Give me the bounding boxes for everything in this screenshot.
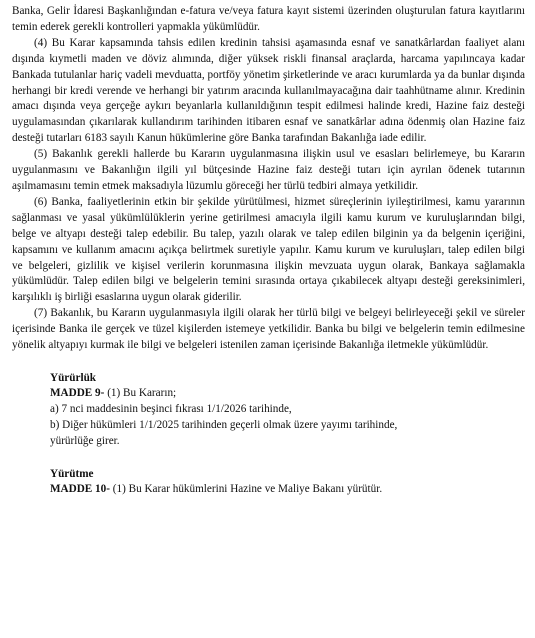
article-9-item-b: b) Diğer hükümleri 1/1/2025 tarihinden geçerli olmak üzere yayımı tarihinde, xyxy=(50,418,398,431)
section-gap-2 xyxy=(12,450,525,467)
article-9-label: MADDE 9- xyxy=(50,386,105,399)
heading-yururluk: Yürürlük xyxy=(50,371,97,384)
article-10-line xyxy=(50,482,525,498)
article-9-text: (1) Bu Kararın; xyxy=(104,386,177,399)
article-9-line xyxy=(50,386,525,402)
paragraph-intro: Banka, Gelir İdaresi Başkanlığından e-fatura ve/veya fatura kayıt sistemi üzerinden oluşturulan fatura kayıtlarını temin ederek gerekli kontrolleri yapmakla yükümlüdür. xyxy=(12,5,525,33)
paragraph-5: (5) Bakanlık gerekli hallerde bu Kararın uygulanmasına ilişkin usul ve esasları belirlemeye, bu Kararın uygulanmasını ve Bakanlığın ilgili yıl bütçesinde Hazine faiz desteği tutarı için ayrılan ödenek tutarının aşılmamasını temin etmek maksadıyla lüzumlu göreceği her türlü tedbiri almaya yetkilidir. xyxy=(12,148,525,192)
article-10 xyxy=(12,482,525,498)
article-10-text: (1) Bu Karar hükümlerini Hazine ve Maliye Bakanı yürütür. xyxy=(109,482,383,495)
article-9-item-b-cont: yürürlüğe girer. xyxy=(50,434,120,447)
paragraph-7: (7) Bakanlık, bu Kararın uygulanmasıyla ilgili olarak her türlü bilgi ve belgeyi belirleyeceği şekil ve süreler içerisinde Banka ile gerçek ve tüzel kişilerden istemeye yetkilidir. Banka bu bilgi ve belgelerin temin edilmesine yönelik altyapıyı kurmak ile bilgi ve belgeleri istenilen zaman içerisinde Bakanlığa iletmekle yükümlüdür. xyxy=(12,307,525,352)
heading-yurutme: Yürütme xyxy=(50,467,94,480)
article-9 xyxy=(12,386,525,450)
document-page xyxy=(12,4,525,497)
paragraph-4: (4) Bu Karar kapsamında tahsis edilen kredinin tahsisi aşamasında esnaf ve sanatkârlardan faaliyet alanı dışında kıymetli maden ve döviz alımında, diğer yüksek riskli finansal araçlarda, harcama yapılıncaya kadar Bankada tutulanlar hariç vadeli mevduatta, portföy yönetim şirketlerinde ve aracı kurumlarda ya da bunlar dışında herhangi bir kredi verende ve herhangi bir yatırım aracında kullanılmayacağına dair taahhütname alınır. Kredinin amacı dışında veya gerçeğe aykırı beyanlarla kullanıldığının tespit edilmesi halinde kredi, Hazine faiz desteği uygulamasından çıkarılarak kullandırım tarihinden itibaren esnaf ve sanatkârlar adına ödenmiş olan Hazine faiz desteği tutarları 6183 sayılı Kanun hükümlerine göre Banka tarafından Bakanlığa iade edilir. xyxy=(12,36,525,145)
section-gap xyxy=(12,354,525,371)
article-9-item-a: a) 7 nci maddesinin beşinci fıkrası 1/1/2026 tarihinde, xyxy=(50,402,292,415)
article-10-label: MADDE 10- xyxy=(50,482,110,495)
paragraph-6: (6) Banka, faaliyetlerinin etkin bir şekilde yürütülmesi, hizmet süreçlerinin iyileştirilmesi, kamu yararının sağlanması ve yasal yükümlülüklerin yerine getirilmesi amacıyla ilgili kamu kurum ve kuruluşlarından bilgi, belge ve altyapı desteği talep edebilir. Bu talep, yazılı olarak ve talep edilen bilginin ya da belgenin içeriğini, kapsamını ve kullanım amacını açıkça belirtmek suretiyle yapılır. Kamu kurum ve kuruluşları, talep edilen bilgi ve belgeleri, gizlilik ve kişisel verilerin korunmasına ilişkin mevzuata uygun olarak, Bankaya sağlamakla yükümlüdür. Talep edilen bilgi ve belgelerin temini sırasında ortaya çıkabilecek altyapı desteği gereksinimleri, karşılıklı iş birliği esaslarına uygun olarak giderilir. xyxy=(12,195,525,304)
